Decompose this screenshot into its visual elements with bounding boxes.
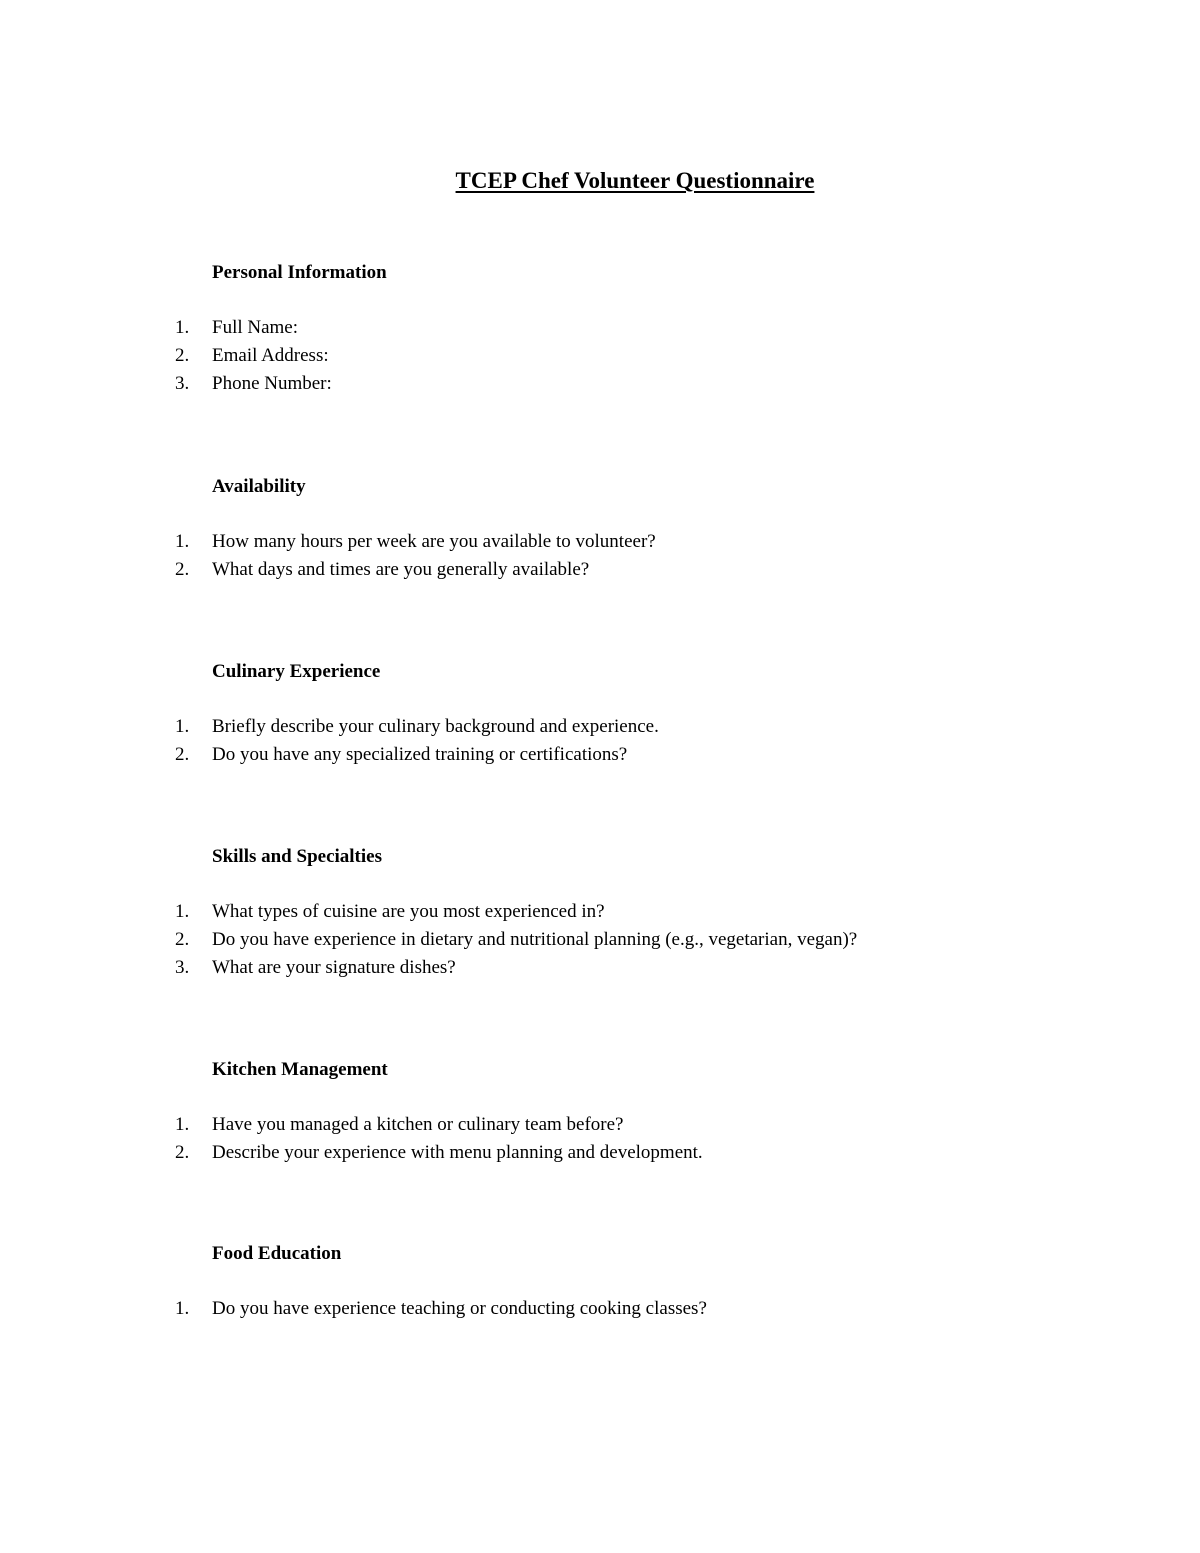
question-number: 1.: [175, 901, 190, 922]
section-heading: Food Education: [212, 1243, 342, 1264]
question-text: What types of cuisine are you most experienced in?: [212, 901, 605, 922]
question-number: 2.: [175, 744, 190, 765]
question-text: Have you managed a kitchen or culinary team before?: [212, 1114, 624, 1135]
question-text: Briefly describe your culinary background and experience.: [212, 716, 659, 737]
section-heading: Availability: [212, 476, 306, 497]
question-number: 2.: [175, 1142, 190, 1163]
question-number: 1.: [175, 716, 190, 737]
question-text: What are your signature dishes?: [212, 957, 456, 978]
question-text: Describe your experience with menu planning and development.: [212, 1142, 703, 1163]
question-number: 3.: [175, 957, 190, 978]
question-number: 1.: [175, 1298, 190, 1319]
section-heading: Culinary Experience: [212, 661, 381, 682]
question-number: 1.: [175, 531, 190, 552]
question-number: 1.: [175, 317, 190, 338]
question-text: Do you have any specialized training or certifications?: [212, 744, 628, 765]
question-number: 3.: [175, 373, 190, 394]
section-heading: Personal Information: [212, 262, 387, 283]
question-number: 2.: [175, 929, 190, 950]
section-heading: Kitchen Management: [212, 1059, 388, 1080]
document-title: TCEP Chef Volunteer Questionnaire: [455, 168, 815, 193]
question-number: 1.: [175, 1114, 190, 1135]
section-heading: Skills and Specialties: [212, 846, 382, 867]
question-number: 2.: [175, 345, 190, 366]
question-text: Do you have experience in dietary and nutritional planning (e.g., vegetarian, vegan)?: [212, 929, 858, 950]
question-text: Full Name:: [212, 317, 299, 338]
question-number: 2.: [175, 559, 190, 580]
question-text: What days and times are you generally available?: [212, 559, 590, 580]
question-text: Phone Number:: [212, 373, 332, 394]
question-text: How many hours per week are you available to volunteer?: [212, 531, 656, 552]
question-text: Email Address:: [212, 345, 329, 366]
question-text: Do you have experience teaching or conducting cooking classes?: [212, 1298, 707, 1319]
